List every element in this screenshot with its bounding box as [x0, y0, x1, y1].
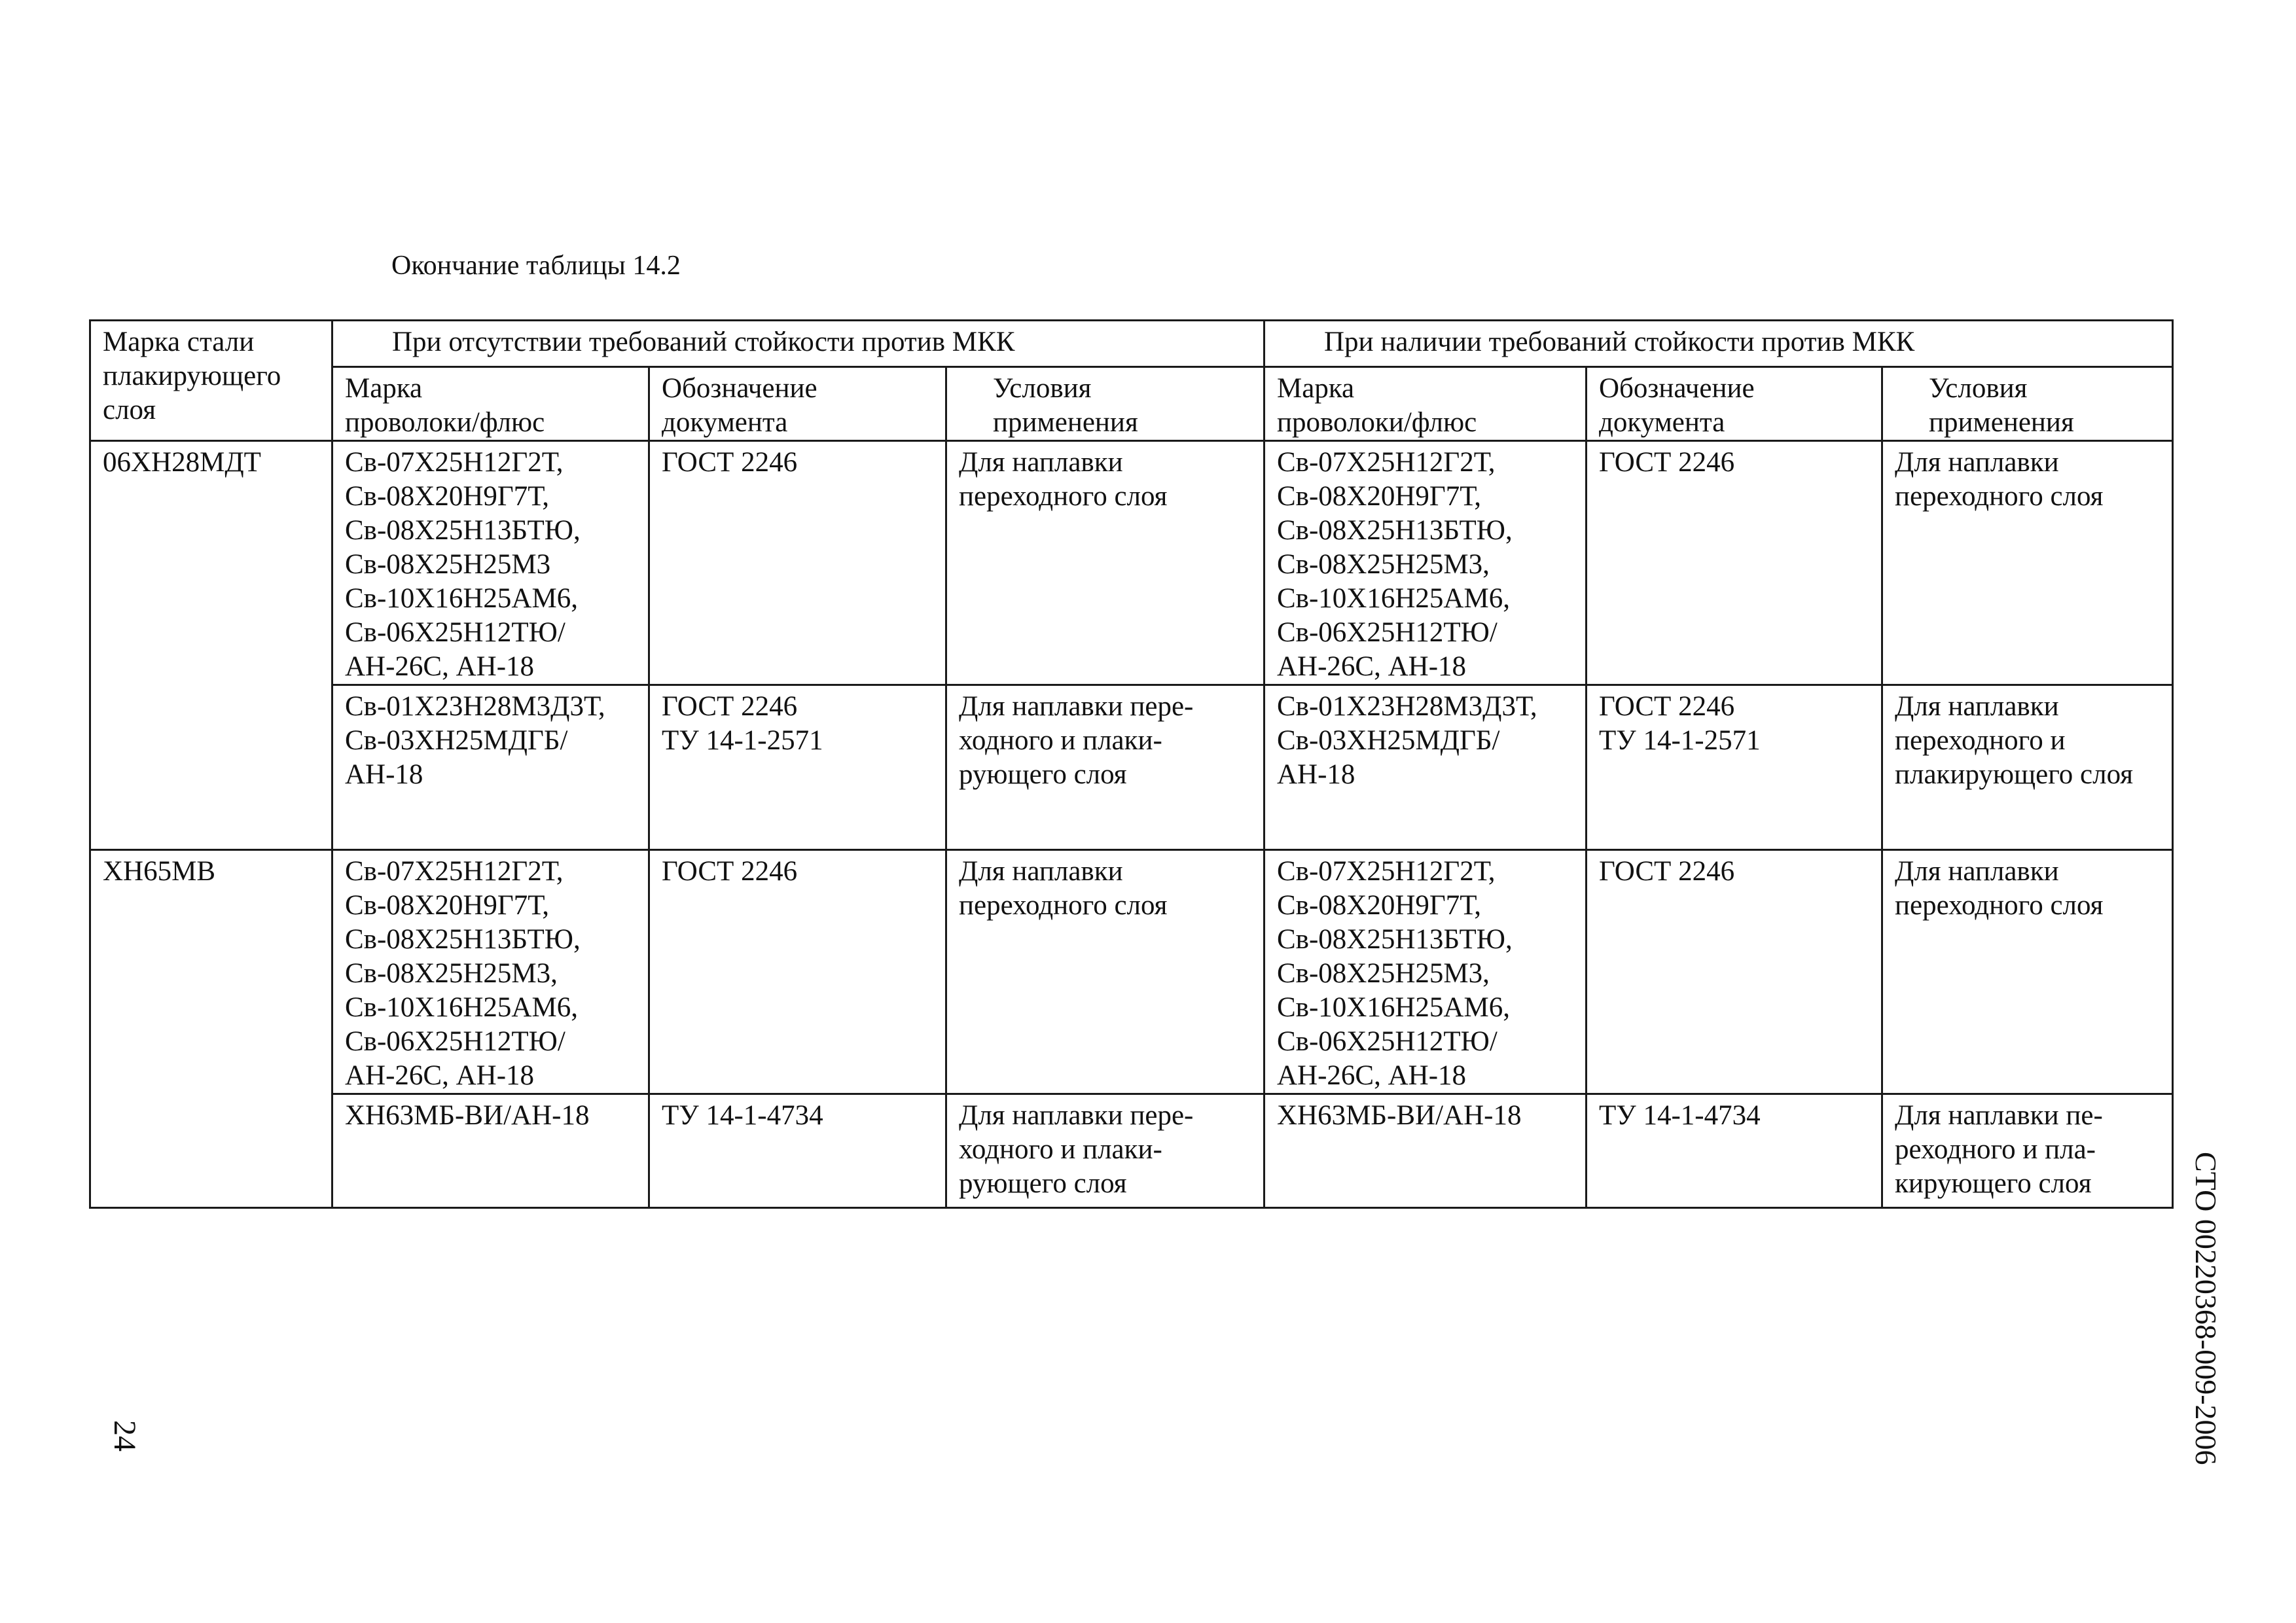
- conditions-cell: Для наплавки переходного слоя: [946, 441, 1265, 685]
- wire-cell: Св-07Х25Н12Г2Т, Св-08Х20Н9Г7Т, Св-08Х25Н13БТЮ, Св-08Х25Н25М3, Св-10Х16Н25АМ6, Св-06Х25Н12ТЮ/ АН-26С, АН-18: [1265, 850, 1587, 1094]
- header-conditions-a: Условия применения: [946, 367, 1265, 441]
- wire-cell: Св-01Х23Н28М3Д3Т, Св-03ХН25МДГБ/ АН-18: [1265, 685, 1587, 850]
- conditions-cell: Для наплавки переходного слоя: [946, 850, 1265, 1094]
- table-header-row-1: [90, 321, 2173, 367]
- doc-cell: ТУ 14-1-4734: [1587, 1094, 1882, 1208]
- doc-cell: ГОСТ 2246: [649, 850, 946, 1094]
- table-caption: Окончание таблицы 14.2: [391, 251, 681, 281]
- conditions-cell: Для наплавки пере- ходного и плаки- рующего слоя: [946, 1094, 1265, 1208]
- wire-cell: ХН63МБ-ВИ/АН-18: [332, 1094, 649, 1208]
- table-row: [90, 685, 2173, 850]
- header-doc-a: Обозначение документа: [649, 367, 946, 441]
- header-doc-b: Обозначение документа: [1587, 367, 1882, 441]
- header-group-mkk: При наличии требований стойкости против МКК: [1265, 321, 2173, 367]
- conditions-cell: Для наплавки пере- ходного и плаки- рующего слоя: [946, 685, 1265, 850]
- doc-cell: ГОСТ 2246: [649, 441, 946, 685]
- steel-grade-cell: ХН65МВ: [90, 850, 332, 1208]
- header-conditions-b: Условия применения: [1882, 367, 2173, 441]
- doc-cell: ГОСТ 2246: [1587, 850, 1882, 1094]
- header-group-no-mkk: При отсутствии требований стойкости против МКК: [332, 321, 1265, 367]
- materials-table: [89, 319, 2174, 1209]
- header-wire-flux-b: Марка проволоки/флюс: [1265, 367, 1587, 441]
- table-header-row-2: [90, 367, 2173, 441]
- header-wire-flux-a: Марка проволоки/флюс: [332, 367, 649, 441]
- conditions-cell: Для наплавки пе- реходного и пла- кирующего слоя: [1882, 1094, 2173, 1208]
- wire-cell: Св-07Х25Н12Г2Т, Св-08Х20Н9Г7Т, Св-08Х25Н13БТЮ, Св-08Х25Н25М3 Св-10Х16Н25АМ6, Св-06Х25Н12ТЮ/ АН-26С, АН-18: [332, 441, 649, 685]
- conditions-cell: Для наплавки переходного слоя: [1882, 441, 2173, 685]
- page-number: 24: [107, 1420, 142, 1452]
- table-row: [90, 1094, 2173, 1208]
- doc-cell: ГОСТ 2246: [1587, 441, 1882, 685]
- doc-cell: ТУ 14-1-4734: [649, 1094, 946, 1208]
- steel-grade-cell: 06ХН28МДТ: [90, 441, 332, 850]
- conditions-cell: Для наплавки переходного слоя: [1882, 850, 2173, 1094]
- document-code: СТО 00220368-009-2006: [2189, 1152, 2223, 1465]
- table-row: [90, 441, 2173, 685]
- wire-cell: Св-07Х25Н12Г2Т, Св-08Х20Н9Г7Т, Св-08Х25Н13БТЮ, Св-08Х25Н25М3, Св-10Х16Н25АМ6, Св-06Х25Н12ТЮ/ АН-26С, АН-18: [1265, 441, 1587, 685]
- wire-cell: ХН63МБ-ВИ/АН-18: [1265, 1094, 1587, 1208]
- table-row: [90, 850, 2173, 1094]
- header-steel-grade: Марка стали плакирующего слоя: [90, 321, 332, 441]
- wire-cell: Св-01Х23Н28М3Д3Т, Св-03ХН25МДГБ/ АН-18: [332, 685, 649, 850]
- doc-cell: ГОСТ 2246 ТУ 14-1-2571: [1587, 685, 1882, 850]
- conditions-cell: Для наплавки переходного и плакирующего слоя: [1882, 685, 2173, 850]
- doc-cell: ГОСТ 2246 ТУ 14-1-2571: [649, 685, 946, 850]
- wire-cell: Св-07Х25Н12Г2Т, Св-08Х20Н9Г7Т, Св-08Х25Н13БТЮ, Св-08Х25Н25М3, Св-10Х16Н25АМ6, Св-06Х25Н12ТЮ/ АН-26С, АН-18: [332, 850, 649, 1094]
